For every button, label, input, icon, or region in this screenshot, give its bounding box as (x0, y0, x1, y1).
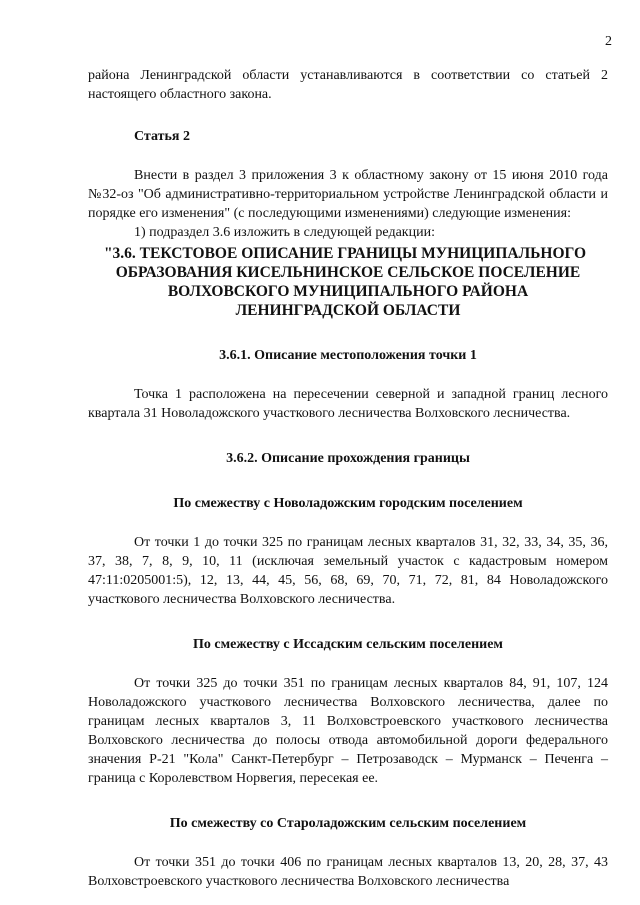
subsection-361-heading: 3.6.1. Описание местоположения точки 1 (219, 348, 477, 363)
section-title-line: ОБРАЗОВАНИЯ КИСЕЛЬНИНСКОЕ СЕЛЬСКОЕ ПОСЕЛЕНИЕ (115, 264, 581, 281)
amendment-item-1: 1) подраздел 3.6 изложить в следующей редакции: (134, 225, 435, 240)
boundary-part-heading: По смежеству со Староладожским сельским поселением (169, 816, 527, 831)
boundary-part-text: От точки 1 до точки 325 по границам лесных кварталов 31, 32, 33, 34, 35, 36, 37, 38, 7, 8, 9, 10, 11 (исключая земельный участок с кадастровым номером 47:11:0205001:5), 12, 13, 44, 45, 56, 68, 69, 70, 71, 72, 81, 84 Новоладожского участкового лесничества Волховского лесничества. (88, 535, 608, 607)
boundary-part-heading: По смежеству с Новоладожским городским поселением (173, 496, 523, 511)
page-number: 2 (605, 34, 612, 49)
section-title-line: ВОЛХОВСКОГО МУНИЦИПАЛЬНОГО РАЙОНА (167, 283, 529, 300)
section-title-line: "3.6. ТЕКСТОВОЕ ОПИСАНИЕ ГРАНИЦЫ МУНИЦИПАЛЬНОГО (103, 245, 587, 262)
boundary-part-heading: По смежеству с Иссадским сельским поселением (193, 637, 503, 652)
article-heading: Статья 2 (134, 129, 190, 144)
section-title (88, 244, 608, 320)
document-body (88, 66, 608, 891)
subsection-362-heading: 3.6.2. Описание прохождения границы (226, 451, 470, 466)
subsection-361-text: Точка 1 расположена на пересечении северной и западной границ лесного квартала 31 Новоладожского участкового лесничества Волховского лесничества. (88, 387, 608, 421)
boundary-part-text: От точки 325 до точки 351 по границам лесных кварталов 84, 91, 107, 124 Новоладожского участкового лесничества Волховского лесничества, далее по границам лесных кварталов 3, 11 Волховстроевского участкового лесничества Волховского лесничества до полосы отвода автомобильной дороги федерального значения Р-21 "Кола" Санкт-Петербург – Петрозаводск – Мурманск – Печенга – граница с Королевством Норвегия, пересекая ее. (88, 676, 608, 786)
boundary-part-text: От точки 351 до точки 406 по границам лесных кварталов 13, 20, 28, 37, 43 Волховстроевского участкового лесничества Волховского лесничества (88, 855, 608, 889)
article-paragraph: Внести в раздел 3 приложения 3 к областному закону от 15 июня 2010 года №32-оз "Об административно-территориальном устройстве Ленинградской области и порядке его изменения" (с последующими изменениями) следующие изменения: (88, 168, 608, 221)
section-title-line: ЛЕНИНГРАДСКОЙ ОБЛАСТИ (235, 302, 461, 319)
intro-paragraph: района Ленинградской области устанавливаются в соответствии со статьей 2 настоящего областного закона. (88, 68, 608, 102)
